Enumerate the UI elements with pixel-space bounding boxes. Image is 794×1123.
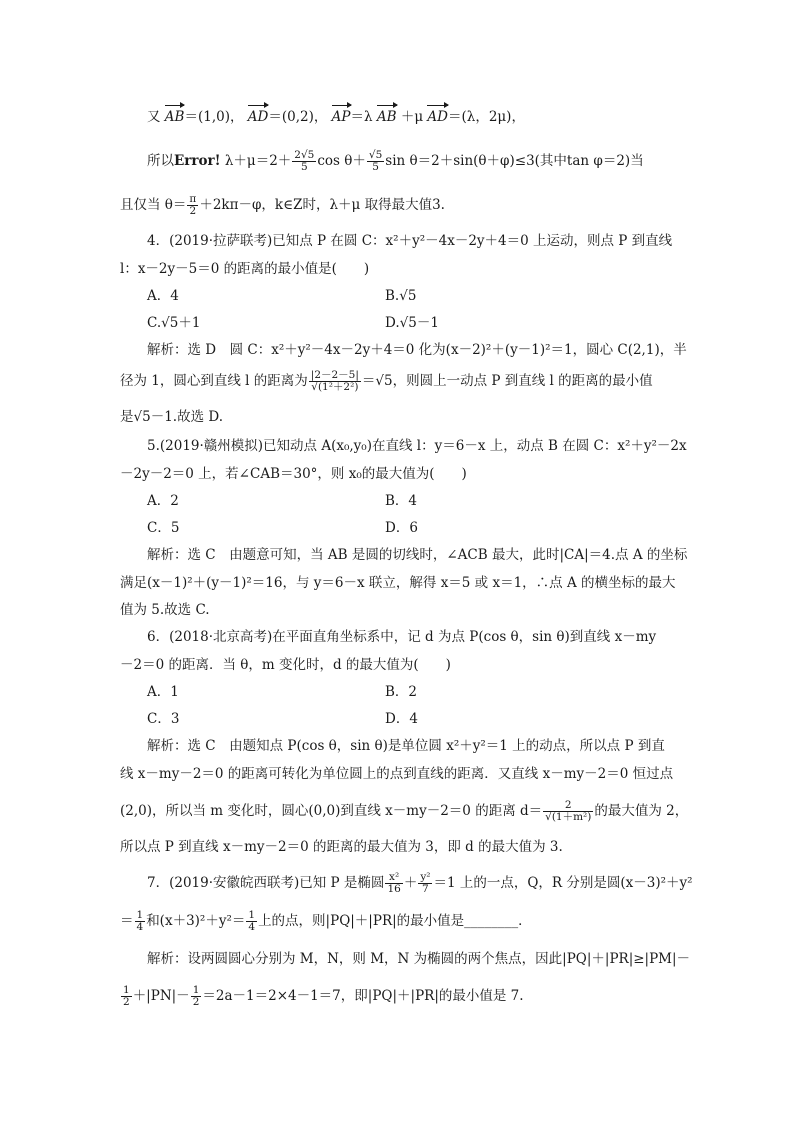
fraction: $\frac{1}{2}$ [192, 984, 200, 1008]
question-6: 6．(2018·北京高考)在平面直角坐标系中，记 d 为点 P(cos θ，sin θ)到直线 x－my [147, 629, 657, 645]
vector-ab: AB [165, 104, 185, 126]
solution-5: 解析：选 C 由题意可知，当 AB 是圆的切线时，∠ACB 最大，此时|CA|＝4.点 A 的坐标 [147, 547, 688, 563]
fraction: $\frac{|2-2-5|}{\text{√(1²＋2²)}}$ [310, 369, 359, 393]
vector-ap: AP [332, 104, 351, 126]
solution-6-end: 所以点 P 到直线 x－my－2＝0 的距离的最大值为 3，即 d 的最大值为 3. [120, 839, 563, 855]
text: sin θ＝2＋sin(θ＋φ)≤3(其中tan φ＝2)当 [385, 153, 644, 169]
text: 的最大值为 2， [594, 803, 689, 819]
text: 且仅当 θ＝ [120, 197, 187, 213]
option-d: D．6 [385, 520, 418, 536]
solution-5-end: 值为 5.故选 C. [120, 602, 210, 618]
text: ＝(λ，2μ)， [448, 109, 525, 125]
text: cos θ＋ [317, 153, 366, 169]
option-d: D.√5－1 [385, 315, 439, 331]
text: ＋2kπ－φ，k∈Z时，λ＋μ 取得最大值3. [199, 197, 445, 213]
option-a: A．4 [147, 288, 179, 304]
question-5-cont: －2y－2＝0 上，若∠CAB＝30°，则 x₀的最大值为( ) [120, 466, 467, 482]
text: ＝(0,2)， [268, 109, 328, 125]
text: ＝ [120, 913, 134, 929]
text: 又 [147, 109, 165, 125]
vector-line [147, 104, 525, 126]
text: (2,0)，所以当 m 变化时，圆心(0,0)到直线 x－my－2＝0 的距离 d＝ [120, 803, 543, 819]
text: 所以 [147, 153, 174, 169]
text: λ＋μ＝2＋ [224, 153, 292, 169]
question-7-cont [120, 910, 532, 933]
error-marker: Error! [174, 153, 221, 169]
solution-line [147, 150, 644, 173]
question-6-cont: －2＝0 的距离．当 θ，m 变化时，d 的最大值为( ) [120, 657, 451, 673]
solution-7: 解析：设两圆圆心分别为 M，N，则 M，N 为椭圆的两个焦点，因此|PQ|＋|PR|≥|PM|－ [147, 951, 691, 967]
fraction: $\frac{1}{4}$ [248, 909, 256, 933]
solution-6-cont: 线 x－my－2＝0 的距离可转化为单位圆上的点到直线的距离．又直线 x－my－2＝0 恒过点 [120, 766, 674, 782]
solution-6-cont2 [120, 800, 688, 823]
vector-ad: AD [248, 104, 269, 126]
option-b: B．4 [385, 493, 418, 509]
fraction: $\frac{1}{4}$ [136, 909, 144, 933]
solution-4: 解析：选 D 圆 C：x²＋y²－4x－2y＋4＝0 化为(x－2)²＋(y－1)²＝1，圆心 C(2,1)，半 [147, 342, 687, 358]
vector-ab: AB [377, 104, 397, 126]
fraction: $\frac{\pi}{2}$ [189, 193, 197, 217]
option-c: C．3 [147, 711, 180, 727]
option-b: B．2 [385, 684, 418, 700]
option-d: D．4 [385, 711, 418, 727]
question-5: 5.(2019·赣州模拟)已知动点 A(x₀,y₀)在直线 l：y＝6－x 上，动点 B 在圆 C：x²＋y²－2x [147, 438, 687, 454]
vector-ad: AD [427, 104, 448, 126]
option-c: C.√5＋1 [147, 315, 201, 331]
text: ＋|PN|－ [132, 988, 190, 1004]
text: ＝√5，则圆上一动点 P 到直线 l 的距离的最小值 [361, 373, 653, 389]
solution-line [120, 194, 445, 217]
text: 径为 1，圆心到直线 l 的距离为 [120, 373, 308, 389]
option-c: C．5 [147, 520, 180, 536]
fraction: $\frac{√5}{5}$ [368, 149, 383, 173]
option-a: A．2 [147, 493, 179, 509]
question-7 [147, 872, 693, 895]
text: 7．(2019·安徽皖西联考)已知 P 是椭圆 [147, 875, 385, 891]
question-4-cont: l：x－2y－5＝0 的距离的最小值是( ) [120, 261, 370, 277]
fraction: $\frac{2}{\text{√(1＋m²)}}$ [545, 799, 592, 823]
option-a: A．1 [147, 684, 179, 700]
fraction: $\frac{\text{y²}}{7}$ [420, 871, 431, 895]
text: ＝2a－1＝2×4－1＝7，即|PQ|＋|PR|的最小值是 7. [202, 988, 524, 1004]
solution-5-cont: 满足(x－1)²＋(y－1)²＝16，与 y＝6－x 联立，解得 x＝5 或 x＝1，∴点 A 的横坐标的最大 [120, 575, 676, 591]
text: ＝1 上的一点，Q，R 分别是圆(x－3)²＋y² [433, 875, 693, 891]
option-b: B.√5 [385, 288, 417, 304]
fraction: $\frac{\text{x²}}{16}$ [387, 871, 401, 895]
fraction: $\frac{2√5}{5}$ [294, 149, 315, 173]
text: ＋μ [400, 109, 424, 125]
text: ＝(1,0)， [184, 109, 244, 125]
solution-7-cont [120, 985, 524, 1008]
solution-4-end: 是√5－1.故选 D. [120, 409, 223, 425]
solution-4-cont [120, 370, 653, 393]
question-4: 4．(2019·拉萨联考)已知点 P 在圆 C：x²＋y²－4x－2y＋4＝0 上运动，则点 P 到直线 [147, 233, 673, 249]
text: ＋ [403, 875, 418, 891]
solution-6: 解析：选 C 由题知点 P(cos θ，sin θ)是单位圆 x²＋y²＝1 上的动点，所以点 P 到直 [147, 738, 665, 754]
text: 和(x＋3)²＋y²＝ [146, 913, 246, 929]
text: ＝λ [350, 109, 373, 125]
text: 上的点，则|PQ|＋|PR|的最小值是________． [258, 913, 532, 929]
fraction: $\frac{1}{2}$ [123, 984, 130, 1008]
